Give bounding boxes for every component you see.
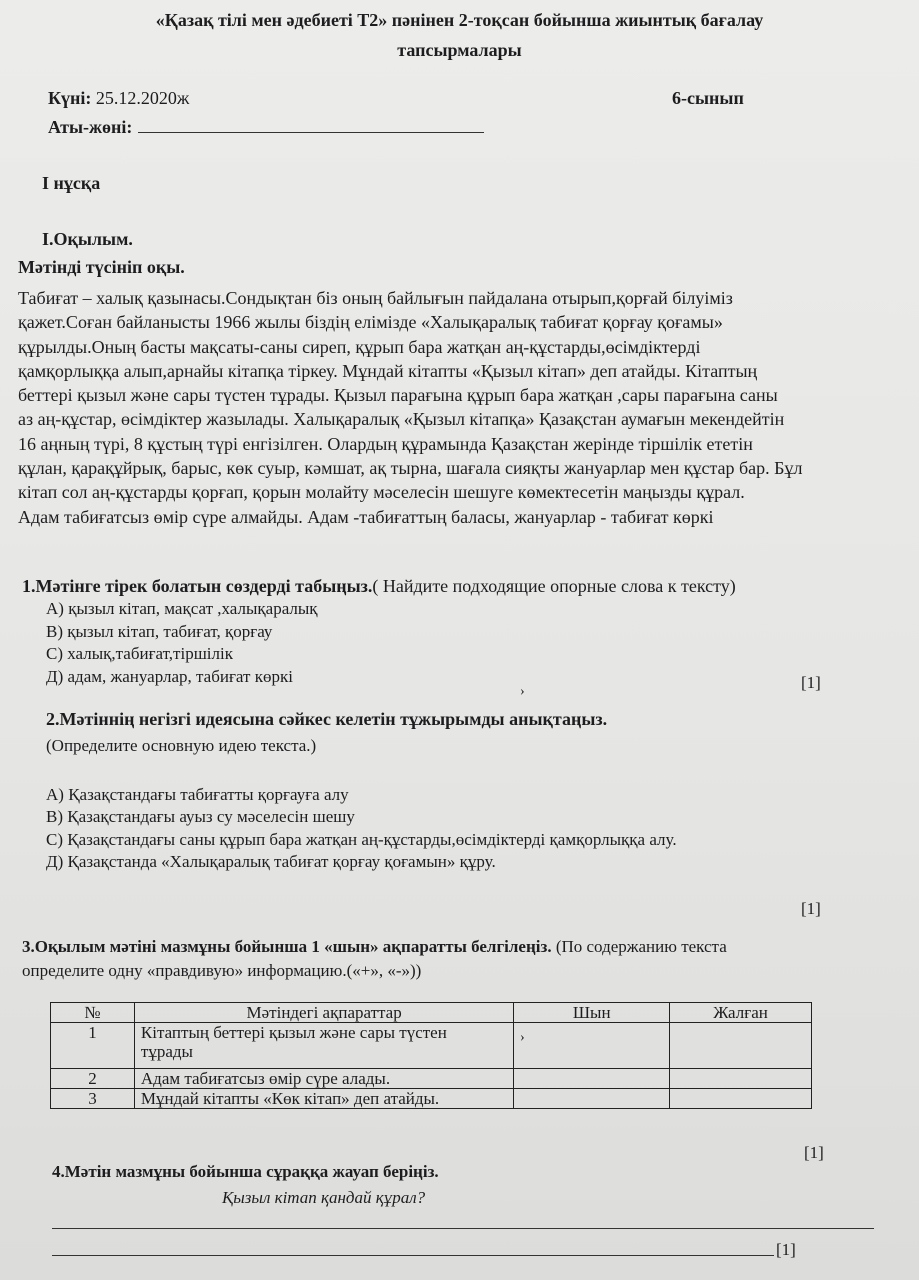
passage-line: беттері қызыл және сары түстен тұрады. Қызыл парағына құрып бара жатқан ,сары парағына саны bbox=[18, 385, 778, 406]
row-statement: Адам табиғатсыз өмір сүре алады. bbox=[134, 1069, 513, 1089]
reading-passage bbox=[18, 286, 888, 529]
name-label: Аты-жөні: bbox=[48, 117, 133, 137]
row-true-cell[interactable] bbox=[514, 1089, 670, 1109]
variant-label: І нұсқа bbox=[42, 173, 101, 193]
table-header-false: Жалған bbox=[670, 1003, 812, 1023]
table-header-number: № bbox=[51, 1003, 135, 1023]
q4-title: 4.Мәтін мазмұны бойынша сұраққа жауап беріңіз. bbox=[52, 1162, 439, 1181]
passage-line: 16 аңның түрі, 8 құстың түрі енгізілген. Олардың құрамында Қазақстан жерінде тіршілік ететін bbox=[18, 433, 753, 454]
q1-option-b[interactable]: В) қызыл кітап, табиғат, қорғау bbox=[46, 622, 273, 641]
name-row bbox=[48, 117, 484, 138]
date-row bbox=[48, 88, 189, 109]
q2-title: 2.Мәтіннің негізгі идеясына сәйкес келетін тұжырымды анықтаңыз. bbox=[46, 709, 608, 729]
q1-option-d[interactable]: Д) адам, жануарлар, табиғат көркі bbox=[46, 667, 293, 686]
q3-score: [1] bbox=[804, 1143, 824, 1162]
q1-title: 1.Мәтінге тірек болатын сөздерді табыңыз. bbox=[22, 576, 373, 596]
q4-question: Қызыл кітап қандай құрал? bbox=[222, 1188, 426, 1207]
row-true-cell[interactable] bbox=[514, 1023, 670, 1069]
answer-line[interactable] bbox=[52, 1228, 874, 1229]
grade-label: 6-сынып bbox=[672, 88, 744, 108]
table-row bbox=[51, 1069, 812, 1089]
pen-mark-icon: › bbox=[520, 684, 525, 699]
table-header-true: Шын bbox=[514, 1003, 670, 1023]
pen-mark-icon: › bbox=[520, 1030, 525, 1045]
section-instruction: Мәтінді түсініп оқы. bbox=[18, 257, 185, 277]
q3-title-ru-2: определите одну «правдивую» информацию.(«+», «-»)) bbox=[22, 961, 422, 980]
worksheet-title: «Қазақ тілі мен әдебиеті Т2» пәнінен 2-тоқсан бойынша жиынтық бағалау bbox=[155, 10, 764, 30]
row-false-cell[interactable] bbox=[670, 1069, 812, 1089]
row-false-cell[interactable] bbox=[670, 1089, 812, 1109]
q3-title-row bbox=[22, 937, 727, 957]
table-row bbox=[51, 1023, 812, 1069]
q2-title-ru: (Определите основную идею текста.) bbox=[46, 736, 317, 755]
row-number: 2 bbox=[51, 1069, 135, 1089]
table-row bbox=[51, 1089, 812, 1109]
passage-line: Адам табиғатсыз өмір сүре алмайды. Адам -табиғаттың баласы, жануарлар - табиғат көркі bbox=[18, 506, 714, 527]
date-label: Күні: bbox=[48, 88, 92, 108]
q4-score: [1] bbox=[776, 1240, 796, 1259]
q3-table bbox=[50, 1002, 812, 1109]
passage-line: құрылды.Оның басты мақсаты-саны сиреп, құрып бара жатқан аң-құстарды,өсімдіктерді bbox=[18, 336, 701, 357]
q1-score: [1] bbox=[801, 673, 821, 692]
row-number: 3 bbox=[51, 1089, 135, 1109]
row-statement: Мұндай кітапты «Көк кітап» деп атайды. bbox=[134, 1089, 513, 1109]
row-statement-line: тұрады bbox=[140, 1042, 193, 1061]
q1-option-c[interactable]: С) халық,табиғат,тіршілік bbox=[46, 644, 233, 663]
passage-line: қамқорлыққа алып,арнайы кітапқа тіркеу. Мұндай кітапты «Қызыл кітап» деп атайды. Кітаптың bbox=[18, 360, 758, 381]
table-header-row bbox=[51, 1003, 812, 1023]
row-number: 1 bbox=[51, 1023, 135, 1069]
q2-option-c[interactable]: С) Қазақстандағы саны құрып бара жатқан аң-құстарды,өсімдіктерді қамқорлыққа алу. bbox=[46, 830, 677, 849]
passage-line: Табиғат – халық қазынасы.Сондықтан біз оның байлығын пайдалана отырып,қорғай білуіміз bbox=[18, 288, 733, 308]
name-field[interactable] bbox=[138, 118, 484, 133]
q1-option-a[interactable]: А) қызыл кітап, мақсат ,халықаралық bbox=[46, 599, 318, 618]
q2-option-b[interactable]: В) Қазақстандағы ауыз су мәселесін шешу bbox=[46, 807, 355, 826]
row-true-cell[interactable] bbox=[514, 1069, 670, 1089]
q3-title-ru-1: (По содержанию текста bbox=[555, 937, 727, 956]
q1-title-ru: ( Найдите подходящие опорные слова к тексту) bbox=[372, 576, 736, 596]
worksheet-title-line2: тапсырмалары bbox=[397, 40, 522, 60]
row-false-cell[interactable] bbox=[670, 1023, 812, 1069]
q2-option-a[interactable]: А) Қазақстандағы табиғатты қорғауға алу bbox=[46, 785, 349, 804]
passage-line: қажет.Соған байланысты 1966 жылы біздің елімізде «Халықаралық табиғат қорғау қоғамы» bbox=[18, 312, 723, 333]
date-value: 25.12.2020ж bbox=[95, 88, 190, 108]
passage-line: кітап сол аң-құстарды қорғап, қорын молайту мәселесін шешуге көмектесетін маңызды құрал. bbox=[18, 482, 745, 503]
q1-title-row bbox=[22, 576, 736, 597]
table-header-info: Мәтіндегі ақпараттар bbox=[134, 1003, 513, 1023]
passage-line: құлан, қарақұйрық, барыс, көк суыр, кәмшат, ақ тырна, шағала сияқты жануарлар мен құстар бар. Бұл bbox=[18, 458, 803, 479]
q2-score: [1] bbox=[801, 899, 821, 918]
row-statement bbox=[134, 1023, 513, 1069]
answer-line[interactable] bbox=[52, 1255, 774, 1256]
q3-title: 3.Оқылым мәтіні мазмұны бойынша 1 «шын» ақпаратты белгілеңіз. bbox=[22, 937, 552, 956]
q2-option-d[interactable]: Д) Қазақстанда «Халықаралық табиғат қорғау қоғамын» құру. bbox=[46, 852, 496, 871]
row-statement-line: Кітаптың беттері қызыл және сары түстен bbox=[140, 1023, 447, 1042]
section-title: І.Оқылым. bbox=[42, 229, 133, 249]
passage-line: аз аң-құстар, өсімдіктер жазылады. Халықаралық «Қызыл кітапқа» Қазақстан аумағын мекендейтін bbox=[18, 409, 785, 430]
